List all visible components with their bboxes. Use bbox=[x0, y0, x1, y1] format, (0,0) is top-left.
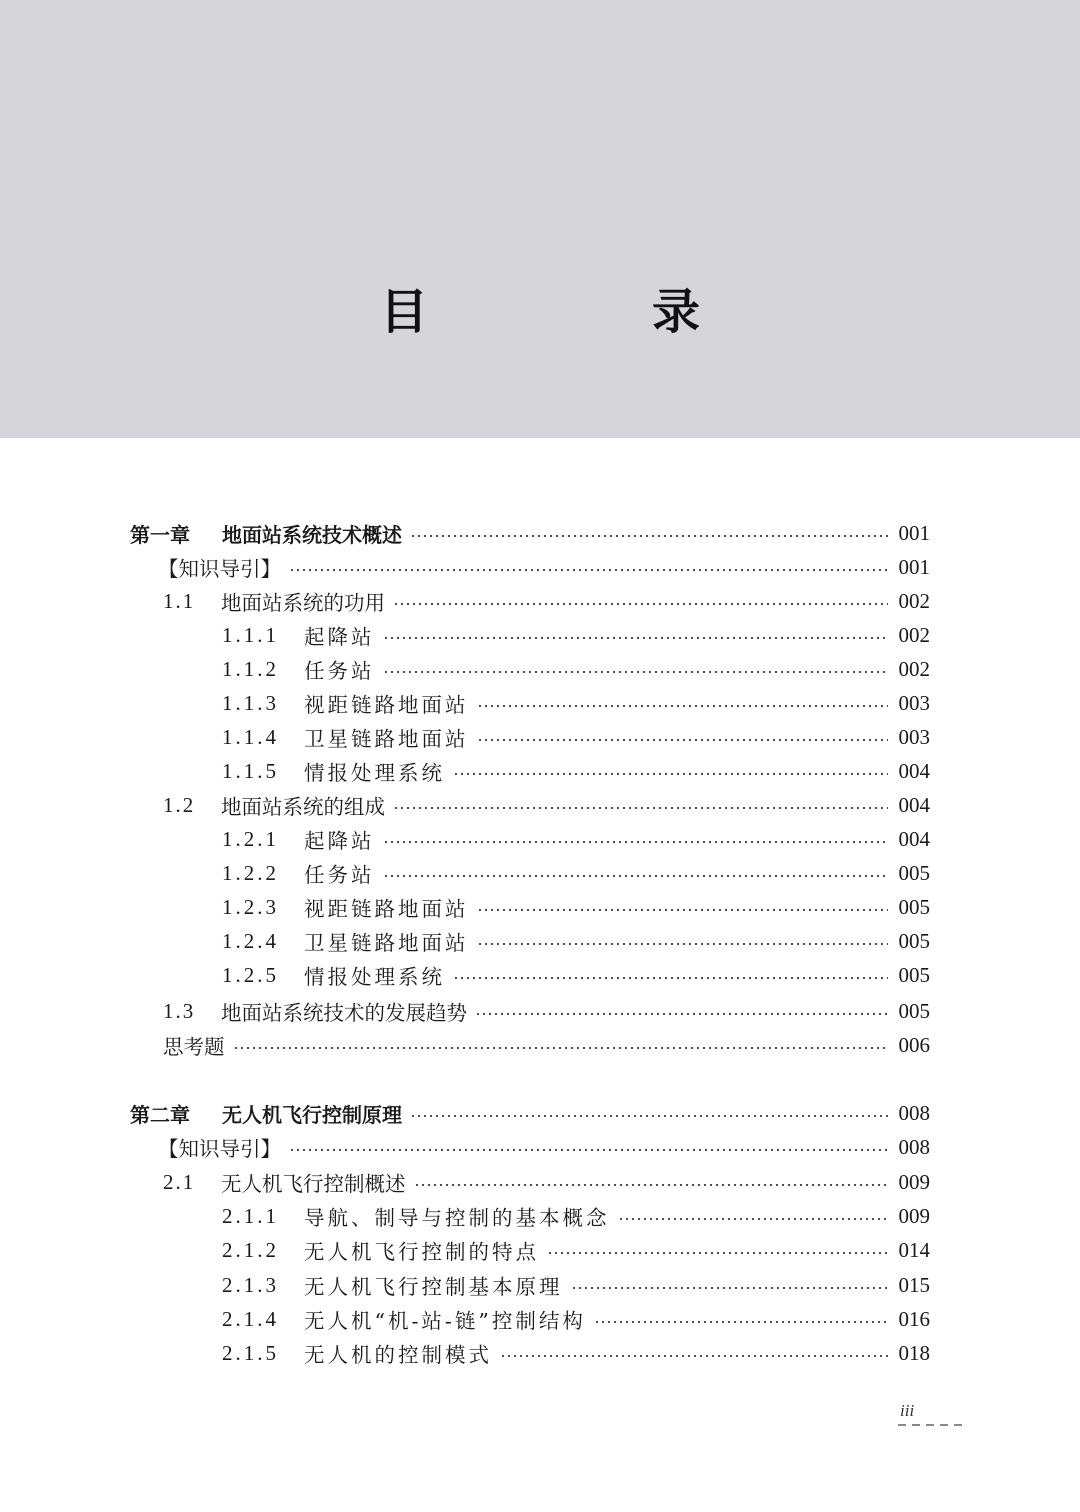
toc-entry-page: 009 bbox=[898, 1203, 930, 1228]
dot-leader bbox=[383, 637, 889, 639]
dot-leader bbox=[477, 909, 889, 911]
toc-entry-page: 003 bbox=[898, 724, 930, 749]
toc-entry-title: 无人机“机-站-链”控制结构 bbox=[304, 1309, 586, 1333]
toc-entry-title: 情报处理系统 bbox=[304, 761, 445, 785]
toc-entry-title: 视距链路地面站 bbox=[304, 693, 469, 717]
toc-entry-title: 地面站系统的功用 bbox=[221, 591, 385, 615]
dot-leader bbox=[453, 977, 888, 979]
toc-entry-page: 014 bbox=[898, 1237, 930, 1262]
toc-entry-page: 005 bbox=[898, 928, 930, 953]
toc-entry-page: 002 bbox=[898, 656, 930, 681]
toc-entry[interactable] bbox=[163, 1028, 930, 1062]
toc-entry-page: 005 bbox=[898, 962, 930, 987]
toc-entry-page: 008 bbox=[898, 1134, 930, 1159]
toc-entry-page: 015 bbox=[898, 1272, 930, 1297]
dot-leader bbox=[477, 705, 889, 707]
toc-entry-number: 1.2.3 bbox=[222, 894, 279, 919]
toc-entry[interactable] bbox=[222, 686, 930, 720]
toc-entry-title: 起降站 bbox=[304, 625, 375, 649]
toc-entry-page: 016 bbox=[898, 1306, 930, 1331]
toc-entry-number: 1.3 bbox=[163, 998, 196, 1023]
toc-entry-page: 005 bbox=[898, 860, 930, 885]
toc-entry-title: 无人机飞行控制基本原理 bbox=[304, 1275, 563, 1299]
toc-entry-title: 导航、制导与控制的基本概念 bbox=[304, 1206, 610, 1230]
toc-entry-title: 思考题 bbox=[163, 1035, 225, 1059]
dot-leader bbox=[383, 841, 889, 843]
toc-entry-title: 无人机的控制模式 bbox=[304, 1343, 492, 1367]
toc-entry-title: 地面站系统技术的发展趋势 bbox=[221, 1001, 467, 1025]
toc-entry-page: 009 bbox=[898, 1169, 930, 1194]
toc-entry-page: 006 bbox=[898, 1032, 930, 1057]
toc-entry[interactable] bbox=[163, 584, 930, 618]
toc-entry-number: 2.1.4 bbox=[222, 1306, 279, 1331]
dot-leader bbox=[410, 535, 888, 537]
dot-leader bbox=[500, 1355, 888, 1357]
toc-entry-page: 004 bbox=[898, 758, 930, 783]
toc-entry[interactable] bbox=[222, 924, 930, 958]
toc-entry-number: 2.1.2 bbox=[222, 1237, 279, 1262]
toc-entry[interactable] bbox=[222, 1268, 930, 1302]
toc-entry[interactable] bbox=[222, 958, 930, 992]
toc-entry-title: 视距链路地面站 bbox=[304, 897, 469, 921]
toc-entry-number: 1.2.2 bbox=[222, 860, 279, 885]
toc-entry[interactable] bbox=[222, 822, 930, 856]
toc-entry-number: 1.2 bbox=[163, 792, 196, 817]
toc-entry-page: 002 bbox=[898, 622, 930, 647]
toc-entry-page: 005 bbox=[898, 998, 930, 1023]
dot-leader bbox=[393, 603, 888, 605]
toc-entry-title: 地面站系统的组成 bbox=[221, 795, 385, 819]
toc-entry-number: 1.1.3 bbox=[222, 690, 279, 715]
toc-entry-number: 1.1.5 bbox=[222, 758, 279, 783]
toc-entry-title: 无人机飞行控制的特点 bbox=[304, 1240, 539, 1264]
toc-entry[interactable] bbox=[130, 516, 930, 550]
toc-entry-page: 018 bbox=[898, 1340, 930, 1365]
toc-entry-page: 005 bbox=[898, 894, 930, 919]
toc-entry-page: 001 bbox=[898, 554, 930, 579]
dot-leader bbox=[410, 1115, 888, 1117]
dot-leader bbox=[383, 875, 889, 877]
toc-entry[interactable] bbox=[222, 1199, 930, 1233]
toc-entry[interactable] bbox=[222, 890, 930, 924]
toc-entry[interactable] bbox=[158, 550, 930, 584]
toc-entry-title: 任务站 bbox=[304, 863, 375, 887]
toc-entry-number: 1.2.1 bbox=[222, 826, 279, 851]
toc-entry-title: 无人机飞行控制概述 bbox=[221, 1172, 406, 1196]
toc-entry-number: 2.1.5 bbox=[222, 1340, 279, 1365]
toc-entry-number: 2.1.1 bbox=[222, 1203, 279, 1228]
toc-entry-page: 003 bbox=[898, 690, 930, 715]
page-title: 目 录 bbox=[379, 284, 788, 340]
toc-entry[interactable] bbox=[163, 788, 930, 822]
toc-entry[interactable] bbox=[222, 618, 930, 652]
toc-entry-number: 1.1.1 bbox=[222, 622, 279, 647]
toc-entry[interactable] bbox=[222, 856, 930, 890]
toc-entry-number: 第二章 bbox=[130, 1102, 190, 1127]
toc-entry[interactable] bbox=[222, 720, 930, 754]
dot-leader bbox=[453, 773, 888, 775]
dot-leader bbox=[477, 739, 889, 741]
toc-entry-title: 起降站 bbox=[304, 829, 375, 853]
dot-leader bbox=[475, 1013, 888, 1015]
toc-entry-number: 1.1 bbox=[163, 588, 196, 613]
toc-entry-title: 卫星链路地面站 bbox=[304, 931, 469, 955]
toc-entry[interactable] bbox=[163, 994, 930, 1028]
dot-leader bbox=[383, 671, 889, 673]
toc-entry[interactable] bbox=[222, 1233, 930, 1267]
dot-leader bbox=[547, 1252, 888, 1254]
dot-leader bbox=[414, 1184, 889, 1186]
dot-leader bbox=[289, 1149, 888, 1151]
dot-leader bbox=[233, 1047, 889, 1049]
toc-entry-number: 2.1.3 bbox=[222, 1272, 279, 1297]
toc-entry-number: 1.2.4 bbox=[222, 928, 279, 953]
toc-entry[interactable] bbox=[222, 754, 930, 788]
folio-rule bbox=[898, 1424, 966, 1426]
dot-leader bbox=[477, 943, 889, 945]
toc-entry-page: 002 bbox=[898, 588, 930, 613]
toc-entry[interactable] bbox=[222, 652, 930, 686]
toc-entry-number: 2.1 bbox=[163, 1169, 196, 1194]
toc-entry[interactable] bbox=[163, 1165, 930, 1199]
toc-entry-page: 008 bbox=[898, 1100, 930, 1125]
toc-entry-title: 情报处理系统 bbox=[304, 965, 445, 989]
toc-entry[interactable] bbox=[130, 1096, 930, 1130]
toc-entry[interactable] bbox=[222, 1336, 930, 1370]
toc-entry[interactable] bbox=[222, 1302, 930, 1336]
page-folio: iii bbox=[900, 1401, 915, 1420]
toc-entry-page: 004 bbox=[898, 792, 930, 817]
toc-entry-number: 第一章 bbox=[130, 522, 190, 547]
toc-entry-title: 卫星链路地面站 bbox=[304, 727, 469, 751]
toc-entry[interactable] bbox=[158, 1130, 930, 1164]
toc-entry-number: 1.2.5 bbox=[222, 962, 279, 987]
toc-entry-title: 【知识导引】 bbox=[158, 1137, 281, 1161]
dot-leader bbox=[618, 1218, 889, 1220]
toc-entry-title: 【知识导引】 bbox=[158, 557, 281, 581]
dot-leader bbox=[571, 1287, 889, 1289]
toc-entry-page: 004 bbox=[898, 826, 930, 851]
dot-leader bbox=[393, 807, 888, 809]
header-band bbox=[0, 0, 1080, 438]
toc-entry-title: 任务站 bbox=[304, 659, 375, 683]
toc-entry-number: 1.1.4 bbox=[222, 724, 279, 749]
toc-entry-page: 001 bbox=[898, 520, 930, 545]
toc-entry-number: 1.1.2 bbox=[222, 656, 279, 681]
toc-entry-title: 地面站系统技术概述 bbox=[222, 522, 402, 547]
dot-leader bbox=[594, 1321, 888, 1323]
dot-leader bbox=[289, 569, 888, 571]
toc-entry-title: 无人机飞行控制原理 bbox=[222, 1102, 402, 1127]
